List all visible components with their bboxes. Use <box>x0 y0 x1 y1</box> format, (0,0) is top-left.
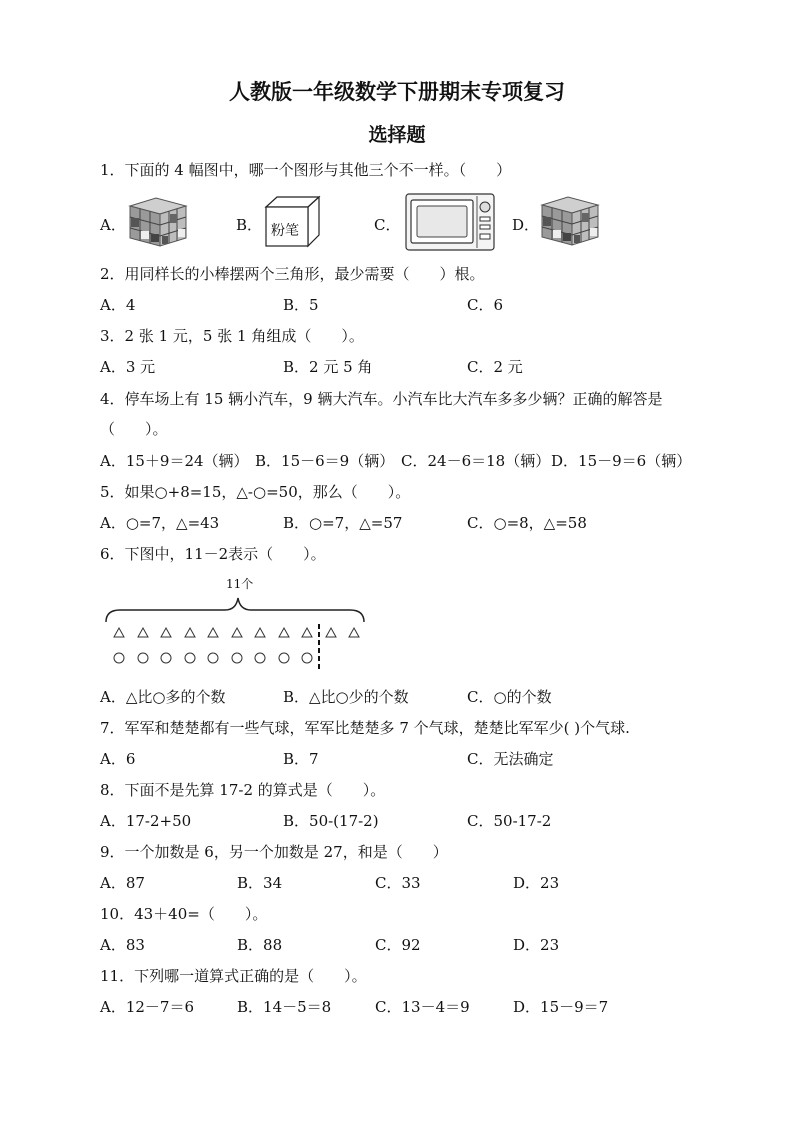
q3-option-b[interactable]: B．2 元 5 角 <box>283 358 373 376</box>
triangle-icon <box>208 628 218 637</box>
circle-icon <box>279 653 289 663</box>
triangle-icon <box>114 628 124 637</box>
q5-option-b[interactable]: B．○=7，△=57 <box>283 514 403 532</box>
triangle-icon <box>255 628 265 637</box>
question-3-text: 3．2 张 1 元，5 张 1 角组成（ ）。 <box>100 327 364 345</box>
q9-option-d[interactable]: D．23 <box>513 874 560 892</box>
q8-option-b[interactable]: B．50-(17-2) <box>283 812 379 830</box>
triangle-icon <box>279 628 289 637</box>
triangle-icon <box>138 628 148 637</box>
question-4-text-line2: （ ）。 <box>100 420 168 438</box>
q5-option-a[interactable]: A．○=7，△=43 <box>100 514 220 532</box>
brace-icon <box>106 598 364 622</box>
question-8-text: 8．下面不是先算 17-2 的算式是（ ）。 <box>100 781 386 799</box>
question-7-text: 7．军军和楚楚都有一些气球，军军比楚楚多 7 个气球，楚楚比军军少( )个气球. <box>100 719 630 737</box>
question-11-text: 11．下列哪一道算式正确的是（ ）。 <box>100 967 367 985</box>
triangles-circles-figure <box>100 590 370 675</box>
q3-option-c[interactable]: C．2 元 <box>467 358 523 376</box>
question-10-text: 10．43＋40=（ ）。 <box>100 905 268 923</box>
q10-option-b[interactable]: B．88 <box>237 936 283 954</box>
q9-option-c[interactable]: C．33 <box>375 874 421 892</box>
q11-option-c[interactable]: C．13－4＝9 <box>375 998 470 1016</box>
q11-option-b[interactable]: B．14－5＝8 <box>237 998 332 1016</box>
q1-option-d-label[interactable]: D． <box>512 216 540 234</box>
q7-option-a[interactable]: A．6 <box>100 750 136 768</box>
q5-option-c[interactable]: C．○=8，△=58 <box>467 514 587 532</box>
q7-option-c[interactable]: C．无法确定 <box>467 750 554 768</box>
q2-option-c[interactable]: C．6 <box>467 296 504 314</box>
circle-icon <box>161 653 171 663</box>
question-1-text: 1．下面的 4 幅图中，哪一个图形与其他三个不一样。（ ） <box>100 161 512 179</box>
q9-option-a[interactable]: A．87 <box>100 874 145 892</box>
q6-option-a[interactable]: A．△比○多的个数 <box>100 688 226 706</box>
question-6-text: 6．下图中，11－2表示（ ）。 <box>100 545 326 563</box>
q9-option-b[interactable]: B．34 <box>237 874 283 892</box>
q1-option-a-label[interactable]: A． <box>100 216 126 234</box>
triangle-icon <box>185 628 195 637</box>
q4-option-c[interactable]: C．24－6＝18（辆） <box>401 452 551 470</box>
q1-option-c-label[interactable]: C． <box>374 216 401 234</box>
microwave-icon <box>405 193 495 251</box>
question-9-text: 9．一个加数是 6，另一个加数是 27，和是（ ） <box>100 843 448 861</box>
q2-option-a[interactable]: A．4 <box>100 296 136 314</box>
circle-icon <box>232 653 242 663</box>
q11-option-d[interactable]: D．15－9＝7 <box>513 998 609 1016</box>
rubiks-cube-icon-d <box>540 195 600 247</box>
q10-option-d[interactable]: D．23 <box>513 936 560 954</box>
circle-icon <box>302 653 312 663</box>
circle-icon <box>114 653 124 663</box>
page-title: 人教版一年级数学下册期末专项复习 <box>229 79 565 104</box>
circle-icon <box>185 653 195 663</box>
circle-icon <box>255 653 265 663</box>
question-5-text: 5．如果○+8=15，△-○=50，那么（ ）。 <box>100 483 411 501</box>
rubiks-cube-icon-a <box>128 196 188 248</box>
triangle-icon <box>161 628 171 637</box>
question-2-text: 2．用同样长的小棒摆两个三角形，最少需要（ ）根。 <box>100 265 485 283</box>
triangle-icon <box>232 628 242 637</box>
q2-option-b[interactable]: B．5 <box>283 296 319 314</box>
triangle-icon <box>326 628 336 637</box>
circle-icon <box>138 653 148 663</box>
chalk-box-label: 粉笔 <box>271 223 299 239</box>
q6-option-b[interactable]: B．△比○少的个数 <box>283 688 409 706</box>
section-title: 选择题 <box>368 124 426 146</box>
brace-label: 11个 <box>226 577 254 591</box>
q10-option-a[interactable]: A．83 <box>100 936 145 954</box>
q1-option-b-label[interactable]: B． <box>236 216 263 234</box>
q10-option-c[interactable]: C．92 <box>375 936 421 954</box>
q4-option-b[interactable]: B．15－6＝9（辆） <box>255 452 395 470</box>
q4-option-d[interactable]: D．15－9＝6（辆） <box>551 452 692 470</box>
q4-option-a[interactable]: A．15＋9＝24（辆） <box>100 452 249 470</box>
triangle-icon <box>302 628 312 637</box>
question-4-text-line1: 4．停车场上有 15 辆小汽车，9 辆大汽车。小汽车比大汽车多多少辆？正确的解答是 <box>100 390 663 408</box>
circle-icon <box>208 653 218 663</box>
q8-option-c[interactable]: C．50-17-2 <box>467 812 552 830</box>
triangle-icon <box>349 628 359 637</box>
q6-option-c[interactable]: C．○的个数 <box>467 688 552 706</box>
q11-option-a[interactable]: A．12－7＝6 <box>100 998 195 1016</box>
q8-option-a[interactable]: A．17-2+50 <box>100 812 192 830</box>
q7-option-b[interactable]: B．7 <box>283 750 319 768</box>
q3-option-a[interactable]: A．3 元 <box>100 358 156 376</box>
